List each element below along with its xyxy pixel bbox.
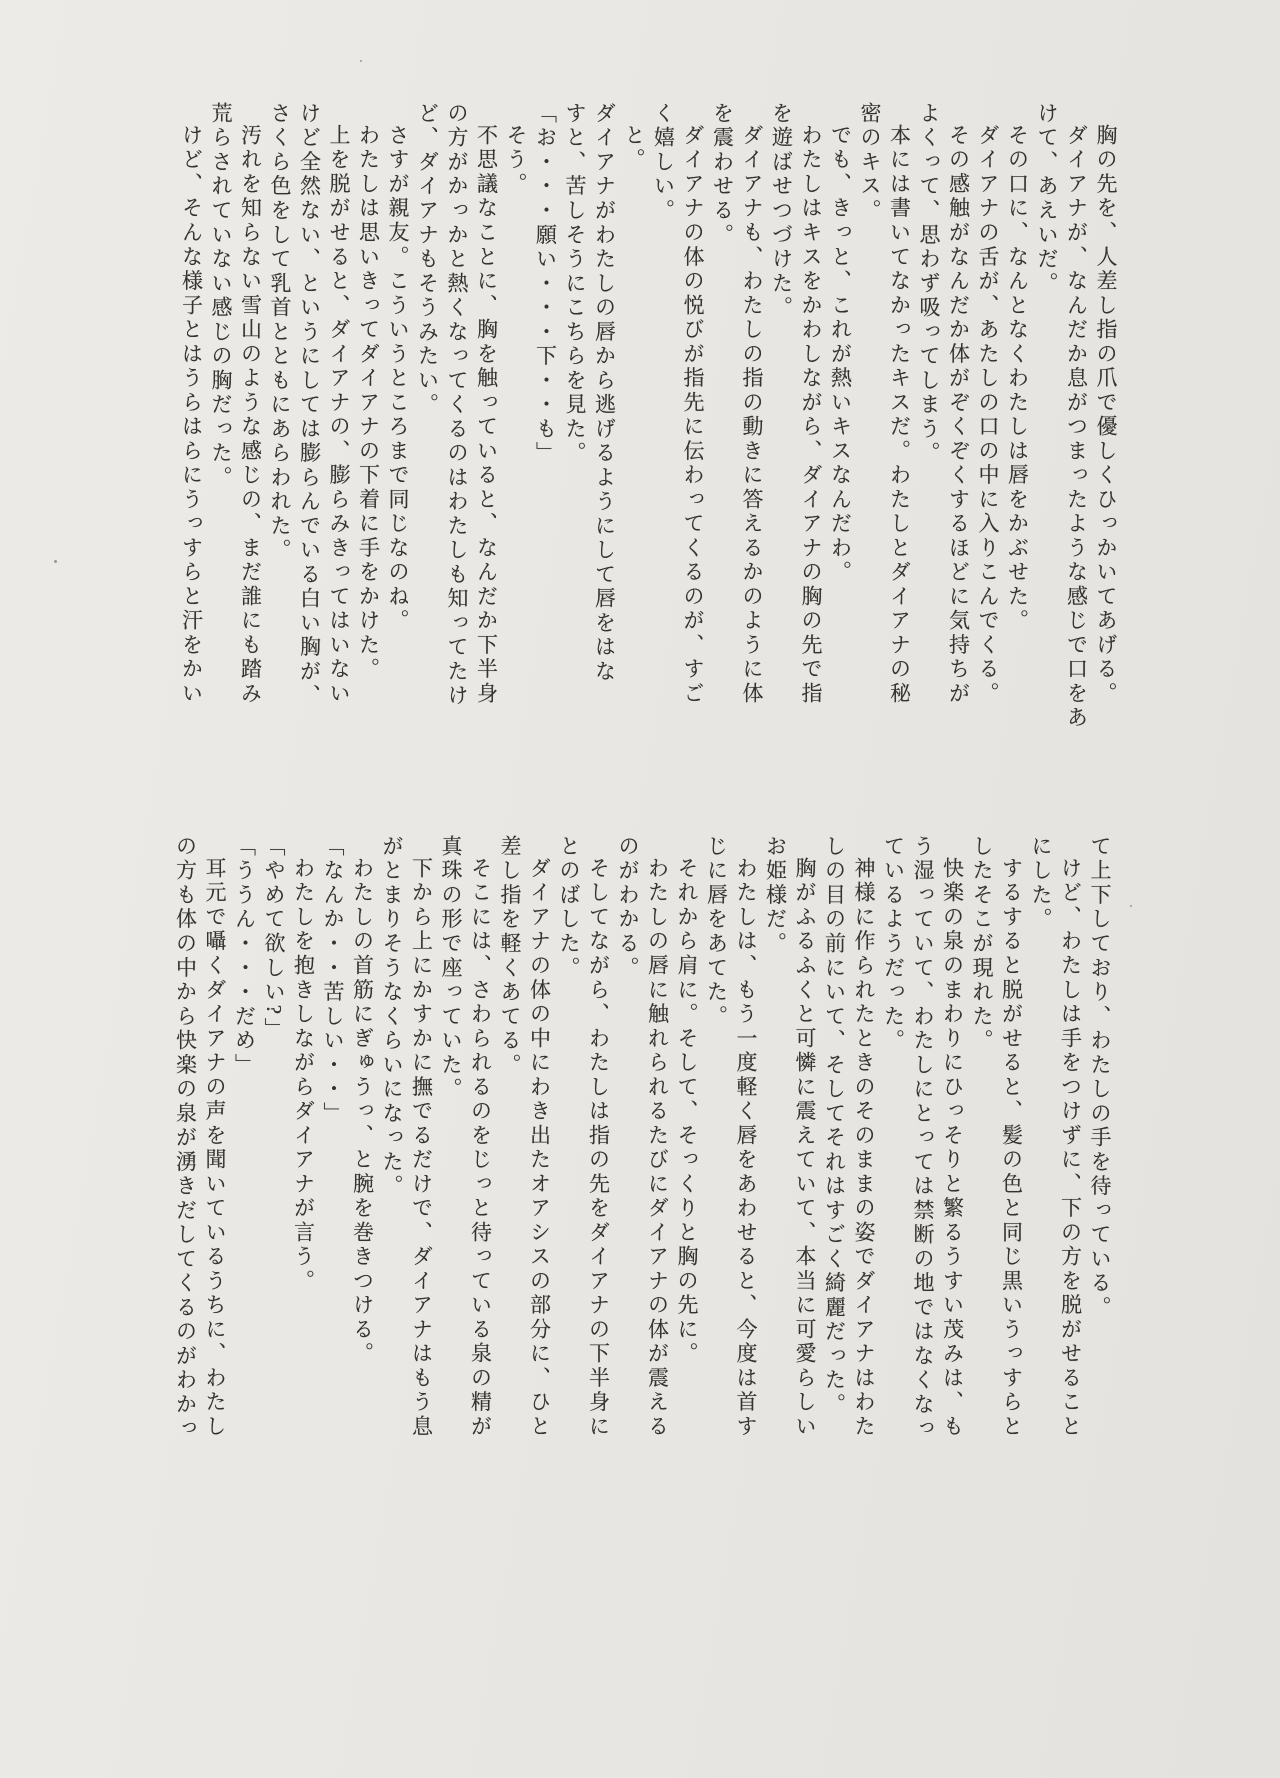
text-column: 胸がふるふくと可憐に震えていて、本当に可愛らしい <box>793 857 817 1440</box>
text-column: けど、そんな様子とはうらはらにうっすらと汗をかい <box>179 124 204 707</box>
text-column: わたしを抱きしながらダイアナが言う。 <box>291 857 316 1294</box>
text-column: 「ううん・・・だめ」 <box>232 835 257 1078</box>
text-column: わたしの唇に触れられるたびにダイアナの体が震える <box>645 857 670 1440</box>
text-column: それから肩に。そして、そっくりと胸の先に。 <box>675 857 699 1367</box>
text-column: そこには、さわられるのをじっと待っている泉の精が <box>468 857 493 1440</box>
scan-speck <box>54 560 57 563</box>
text-column: 神様に作られたときのそのままの姿でダイアナはわた <box>852 857 876 1440</box>
text-column: すと、苦しそうにこちらを見た。 <box>563 102 587 466</box>
text-column: さくら色をして乳首とともにあらわれた。 <box>268 102 292 563</box>
text-column: の方も体の中から快楽の泉が湧きだしてくるのがわかっ <box>173 835 198 1442</box>
text-column: 真珠の形で座っていた。 <box>439 835 463 1102</box>
scan-speck <box>1130 905 1132 907</box>
text-column: けて、あえいだ。 <box>1035 102 1059 297</box>
text-column: したそこが現れた。 <box>970 835 994 1054</box>
bottom-text-block <box>170 835 1114 1483</box>
text-column: がとまりそうなくらいになった。 <box>380 835 404 1199</box>
text-column: わたしは思いきってダイアナの下着に手をかけた。 <box>356 124 381 682</box>
text-column: と。 <box>622 124 646 173</box>
text-column: 不思議なことに、胸を触っていると、なんだか下半身 <box>474 124 499 707</box>
text-column: く嬉しい。 <box>651 102 676 224</box>
text-column: のがわかる。 <box>616 835 640 981</box>
text-column: わたしはキスをかわしながら、ダイアナの胸の先で指 <box>799 124 823 707</box>
text-column: わたしの首筋にぎゅうっ、と腕を巻きつける。 <box>350 857 375 1367</box>
text-column: ダイアナの体の悦びが指先に伝わってくるのが、すご <box>681 124 705 707</box>
text-column: その口に、なんとなくわたしは唇をかぶせた。 <box>1005 124 1030 634</box>
text-column: を震わせる。 <box>710 102 735 248</box>
text-column: わたしは、もう一度軽く唇をあわせると、今度は首す <box>734 857 758 1440</box>
text-column: でも、きっと、これが熱いキスなんだわ。 <box>828 124 853 585</box>
text-column: ダイアナの舌が、あたしの口の中に入りこんでくる。 <box>976 124 1000 707</box>
text-column: て上下しており、わたしの手を待っている。 <box>1088 835 1112 1321</box>
text-column: けど、わたしは手をつけずに、下の方を脱がせること <box>1058 857 1083 1440</box>
text-column: 胸の先を、人差し指の爪で優しくひっかいてあげる。 <box>1094 124 1118 707</box>
text-column: ダイアナの体の中にわき出たオアシスの部分に、ひと <box>527 857 552 1440</box>
text-column: ダイアナがわたしの唇から逃げるようにして唇をはな <box>592 102 617 685</box>
text-column: そう。 <box>504 124 528 197</box>
text-column: 密のキス。 <box>858 102 882 224</box>
text-column: う湿っていて、わたしにとっては禁断の地ではなくなっ <box>911 835 935 1442</box>
text-column: その感触がなんだか体がぞくぞくするほどに気持ちが <box>946 124 971 707</box>
text-column: 上を脱がせると、ダイアナの、膨らみきってはいない <box>327 124 351 707</box>
text-column: けど全然ない、というにしては膨らんでいる白い胸が、 <box>297 102 322 709</box>
text-column: さすが親友。こういうところまで同じなのね。 <box>386 124 410 634</box>
text-column: じに唇をあてた。 <box>704 835 729 1030</box>
text-column: 「やめて欲しい?」 <box>262 835 286 1042</box>
text-column: 差し指を軽くあてる。 <box>498 835 522 1078</box>
text-column: 下から上にかすかに撫でるだけで、ダイアナはもう息 <box>409 857 434 1440</box>
text-column: よくって、思わず吸ってしまう。 <box>917 102 941 466</box>
text-column: にした。 <box>1029 835 1053 933</box>
text-column: ているようだった。 <box>881 835 906 1054</box>
text-column: お姫様だ。 <box>763 835 788 957</box>
text-column: そしてながら、わたしは指の先をダイアナの下半身に <box>586 857 611 1440</box>
text-column: ダイアナも、わたしの指の動きに答えるかのように体 <box>740 124 764 707</box>
text-column: 「なんか・・苦しい・・」 <box>321 835 345 1127</box>
text-column: とのばした。 <box>557 835 581 981</box>
top-text-block <box>176 102 1120 757</box>
text-column: ダイアナが、なんだか息がつまったような感じで口をあ <box>1064 124 1089 731</box>
text-column: 荒らされていない感じの胸だった。 <box>209 102 233 491</box>
text-column: 耳元で囁くダイアナの声を聞いているうちに、わたし <box>203 857 227 1440</box>
text-column: するすると脱がせると、髪の色と同じ黒いうっすらと <box>999 857 1024 1440</box>
text-column: ど、ダイアナもそうみたい。 <box>415 102 440 418</box>
scan-speck <box>360 60 362 62</box>
text-column: しの目の前にいて、そしてそれはすごく綺麗だった。 <box>822 835 847 1418</box>
text-column: 本には書いてなかったキスだ。わたしとダイアナの秘 <box>887 124 912 707</box>
text-column: 汚れを知らない雪山のような感じの、まだ誰にも踏み <box>238 124 263 707</box>
text-column: の方がかっかと熱くなってくるのはわたしも知ってたけ <box>445 102 469 709</box>
text-column: を遊ばせつづけた。 <box>769 102 794 321</box>
text-column: 快楽の泉のまわりにひっそりと繁るうすい茂みは、も <box>940 857 965 1440</box>
text-column: 「お・・・願い・・・下・・も」 <box>533 102 558 466</box>
